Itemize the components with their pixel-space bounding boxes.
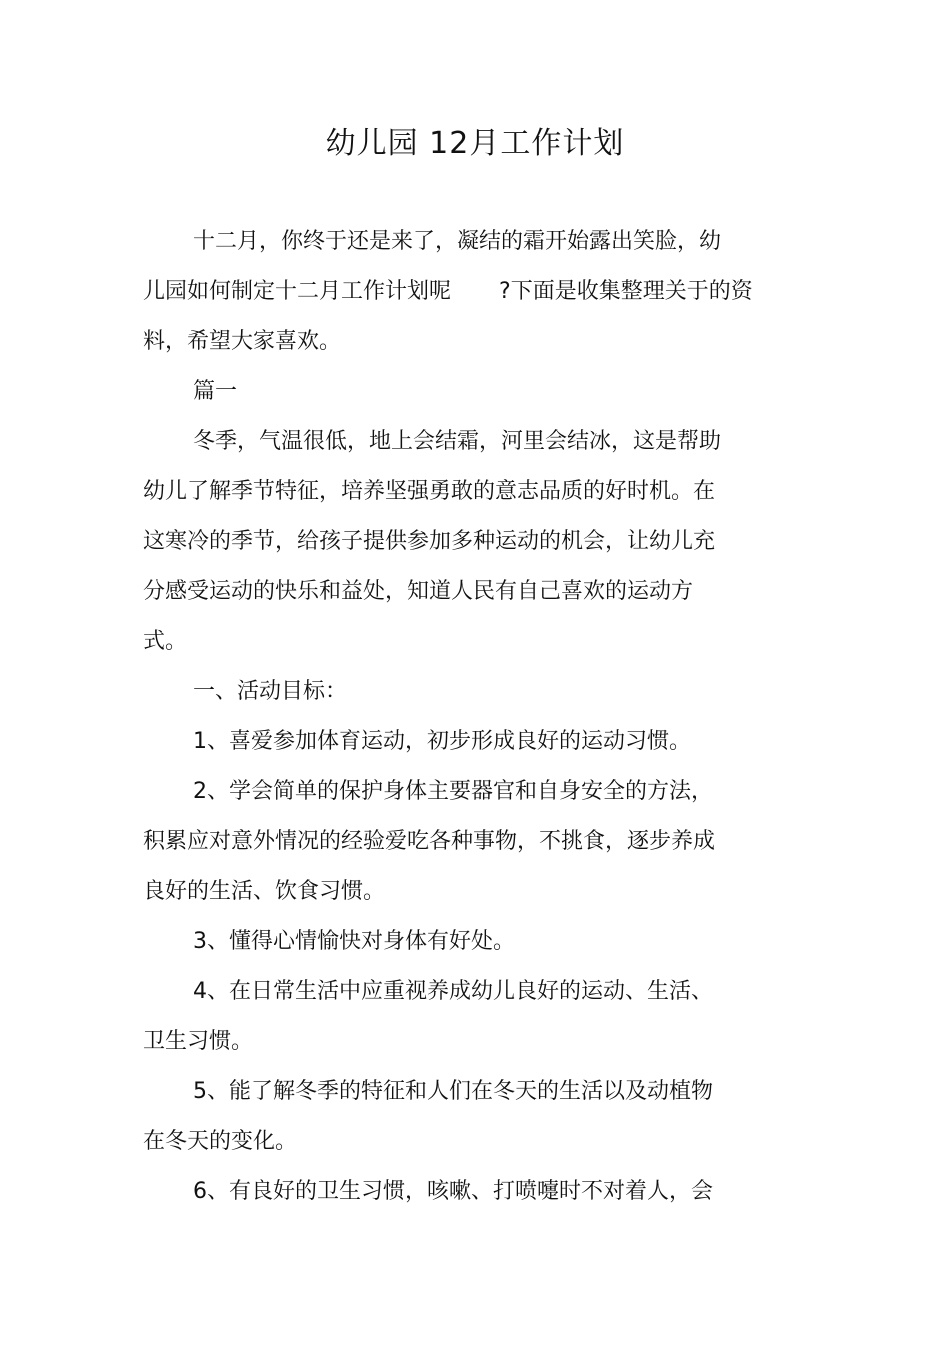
list-item: 4、在日常生活中应重视养成幼儿良好的运动、生活、 [193,979,713,1004]
list-item: 1、喜爱参加体育运动，初步形成良好的运动习惯。 [193,729,691,754]
paragraph-line: 这寒冷的季节，给孩子提供参加多种运动的机会，让幼儿充 [143,529,716,554]
subsection-heading: 一、活动目标： [193,679,348,704]
list-item: 5、能了解冬季的特征和人们在冬天的生活以及动植物 [193,1079,713,1104]
list-item: 6、有良好的卫生习惯，咳嗽、打喷嚏时不对着人，会 [193,1179,713,1204]
list-item-continuation: 良好的生活、饮食习惯。 [143,879,386,904]
page-title: 幼儿园 12月工作计划 [325,126,625,161]
list-item-continuation: 积累应对意外情况的经验爱吃各种事物，不挑食，逐步养成 [143,829,716,854]
paragraph-line: 式。 [143,629,188,654]
list-item-continuation: 卫生习惯。 [143,1029,254,1054]
list-item-continuation: 在冬天的变化。 [143,1129,298,1154]
list-item: 3、懂得心情愉快对身体有好处。 [193,929,515,954]
paragraph-line: 冬季，气温很低，地上会结霜，河里会结冰，这是帮助 [193,429,722,454]
paragraph-line [143,276,783,308]
paragraph-line: 幼儿了解季节特征，培养坚强勇敢的意志品质的好时机。在 [143,479,716,504]
paragraph-line: 分感受运动的快乐和益处，知道人民有自己喜欢的运动方 [143,579,694,604]
paragraph-line: 十二月，你终于还是来了，凝结的霜开始露出笑脸，幼 [193,229,722,254]
paragraph-line: 料，希望大家喜欢。 [143,329,342,354]
paragraph-line-part: ?下面是收集整理关于的资 [499,279,753,304]
list-item: 2、学会简单的保护身体主要器官和自身安全的方法， [193,779,713,804]
paragraph-line-part: 儿园如何制定十二月工作计划呢 [143,279,452,304]
section-heading: 篇一 [193,379,238,404]
